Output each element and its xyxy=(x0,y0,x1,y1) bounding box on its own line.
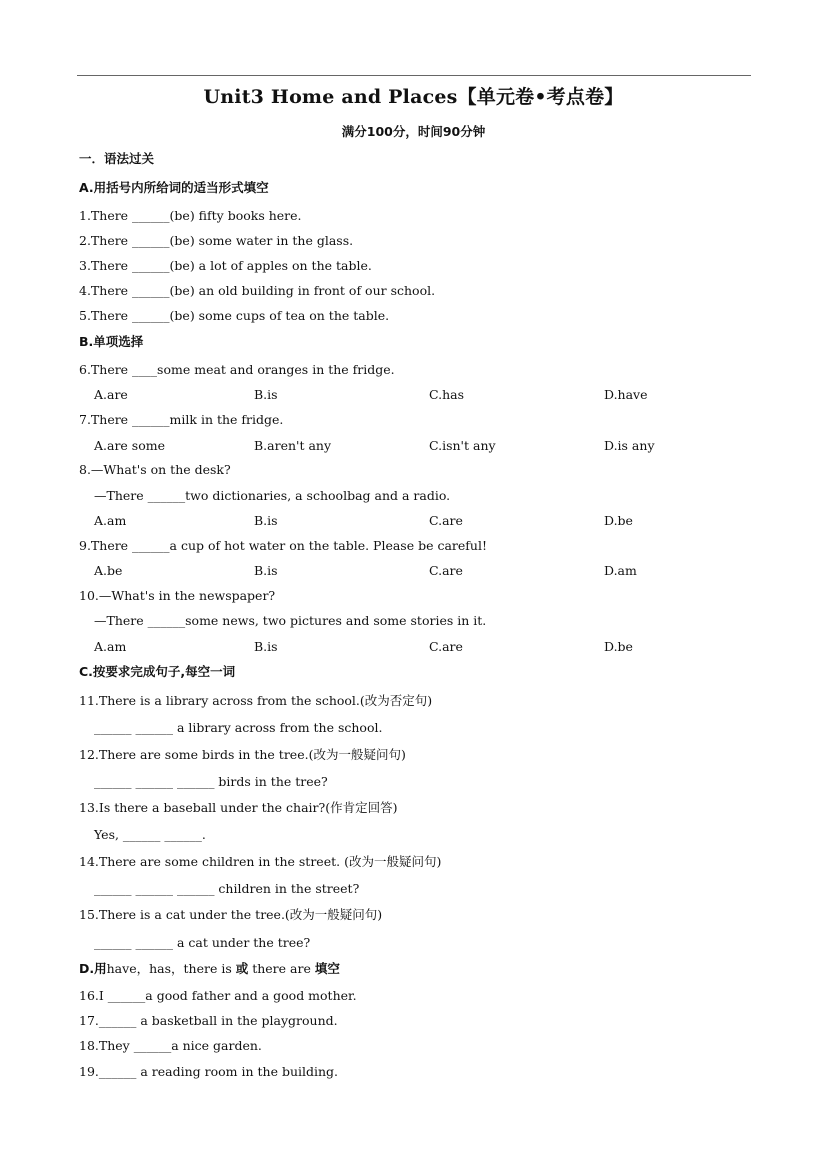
option-c: C.are xyxy=(429,639,463,654)
answer-line-11: ______ ______ a library across from the school. xyxy=(94,720,383,735)
part-d-heading-or: 或 xyxy=(235,961,249,976)
section-heading: 一．语法过关 xyxy=(79,151,155,166)
question-8: 8.—What's on the desk? xyxy=(79,462,231,477)
question-12: 12.There are some birds in the tree.(改为一般疑问句) xyxy=(79,747,406,762)
part-d-heading-words2: there are xyxy=(248,961,315,976)
option-a: A.be xyxy=(94,563,123,578)
answer-line-13: Yes, ______ ______. xyxy=(94,827,206,842)
option-a: A.am xyxy=(94,639,127,654)
option-d: D.is any xyxy=(604,438,655,453)
option-c: C.are xyxy=(429,513,463,528)
question-8-line2: —There ______two dictionaries, a schoolbag and a radio. xyxy=(94,488,451,503)
option-b: B.is xyxy=(254,513,278,528)
part-d-heading-suffix: 填空 xyxy=(314,961,340,976)
page-title: Unit3 Home and Places【单元卷•考点卷】 xyxy=(203,86,624,108)
question-10: 10.—What's in the newspaper? xyxy=(79,588,276,603)
part-d-heading-prefix: D.用 xyxy=(79,961,107,976)
question-9: 9.There ______a cup of hot water on the table. Please be careful! xyxy=(79,538,487,553)
part-b-heading: B.单项选择 xyxy=(79,334,144,349)
question-1: 1.There ______(be) fifty books here. xyxy=(79,208,302,223)
question-19: 19.______ a reading room in the building. xyxy=(79,1064,339,1079)
option-a: A.are some xyxy=(94,438,165,453)
question-17: 17.______ a basketball in the playground. xyxy=(79,1013,338,1028)
option-d: D.am xyxy=(604,563,637,578)
option-b: B.aren't any xyxy=(254,438,332,453)
part-d-heading xyxy=(79,961,340,977)
option-b: B.is xyxy=(254,639,278,654)
option-d: D.have xyxy=(604,387,648,402)
question-3: 3.There ______(be) a lot of apples on the table. xyxy=(79,258,372,273)
page-subtitle: 满分100分，时间90分钟 xyxy=(341,124,486,139)
question-5: 5.There ______(be) some cups of tea on the table. xyxy=(79,308,390,323)
option-a: A.are xyxy=(94,387,128,402)
header-rule xyxy=(77,75,751,76)
answer-line-15: ______ ______ a cat under the tree? xyxy=(94,935,311,950)
question-7: 7.There ______milk in the fridge. xyxy=(79,412,284,427)
question-18: 18.They ______a nice garden. xyxy=(79,1038,262,1053)
question-4: 4.There ______(be) an old building in front of our school. xyxy=(79,283,436,298)
answer-line-12: ______ ______ ______ birds in the tree? xyxy=(94,774,328,789)
question-13: 13.Is there a baseball under the chair?(作肯定回答) xyxy=(79,800,398,815)
option-a: A.am xyxy=(94,513,127,528)
part-c-heading: C.按要求完成句子,每空一词 xyxy=(79,664,236,679)
option-c: C.has xyxy=(429,387,465,402)
question-11: 11.There is a library across from the school.(改为否定句) xyxy=(79,693,433,708)
question-6: 6.There ____some meat and oranges in the fridge. xyxy=(79,362,395,377)
question-15: 15.There is a cat under the tree.(改为一般疑问句) xyxy=(79,907,383,922)
option-b: B.is xyxy=(254,563,278,578)
answer-line-14: ______ ______ ______ children in the street? xyxy=(94,881,360,896)
option-d: D.be xyxy=(604,513,633,528)
option-c: C.are xyxy=(429,563,463,578)
option-b: B.is xyxy=(254,387,278,402)
option-d: D.be xyxy=(604,639,633,654)
question-2: 2.There ______(be) some water in the glass. xyxy=(79,233,354,248)
part-d-heading-words1: have，has，there is xyxy=(106,961,236,976)
question-16: 16.I ______a good father and a good mother. xyxy=(79,988,357,1003)
question-14: 14.There are some children in the street. (改为一般疑问句) xyxy=(79,854,442,869)
option-c: C.isn't any xyxy=(429,438,496,453)
question-10-line2: —There ______some news, two pictures and some stories in it. xyxy=(94,613,487,628)
part-a-heading: A.用括号内所给词的适当形式填空 xyxy=(79,180,269,195)
